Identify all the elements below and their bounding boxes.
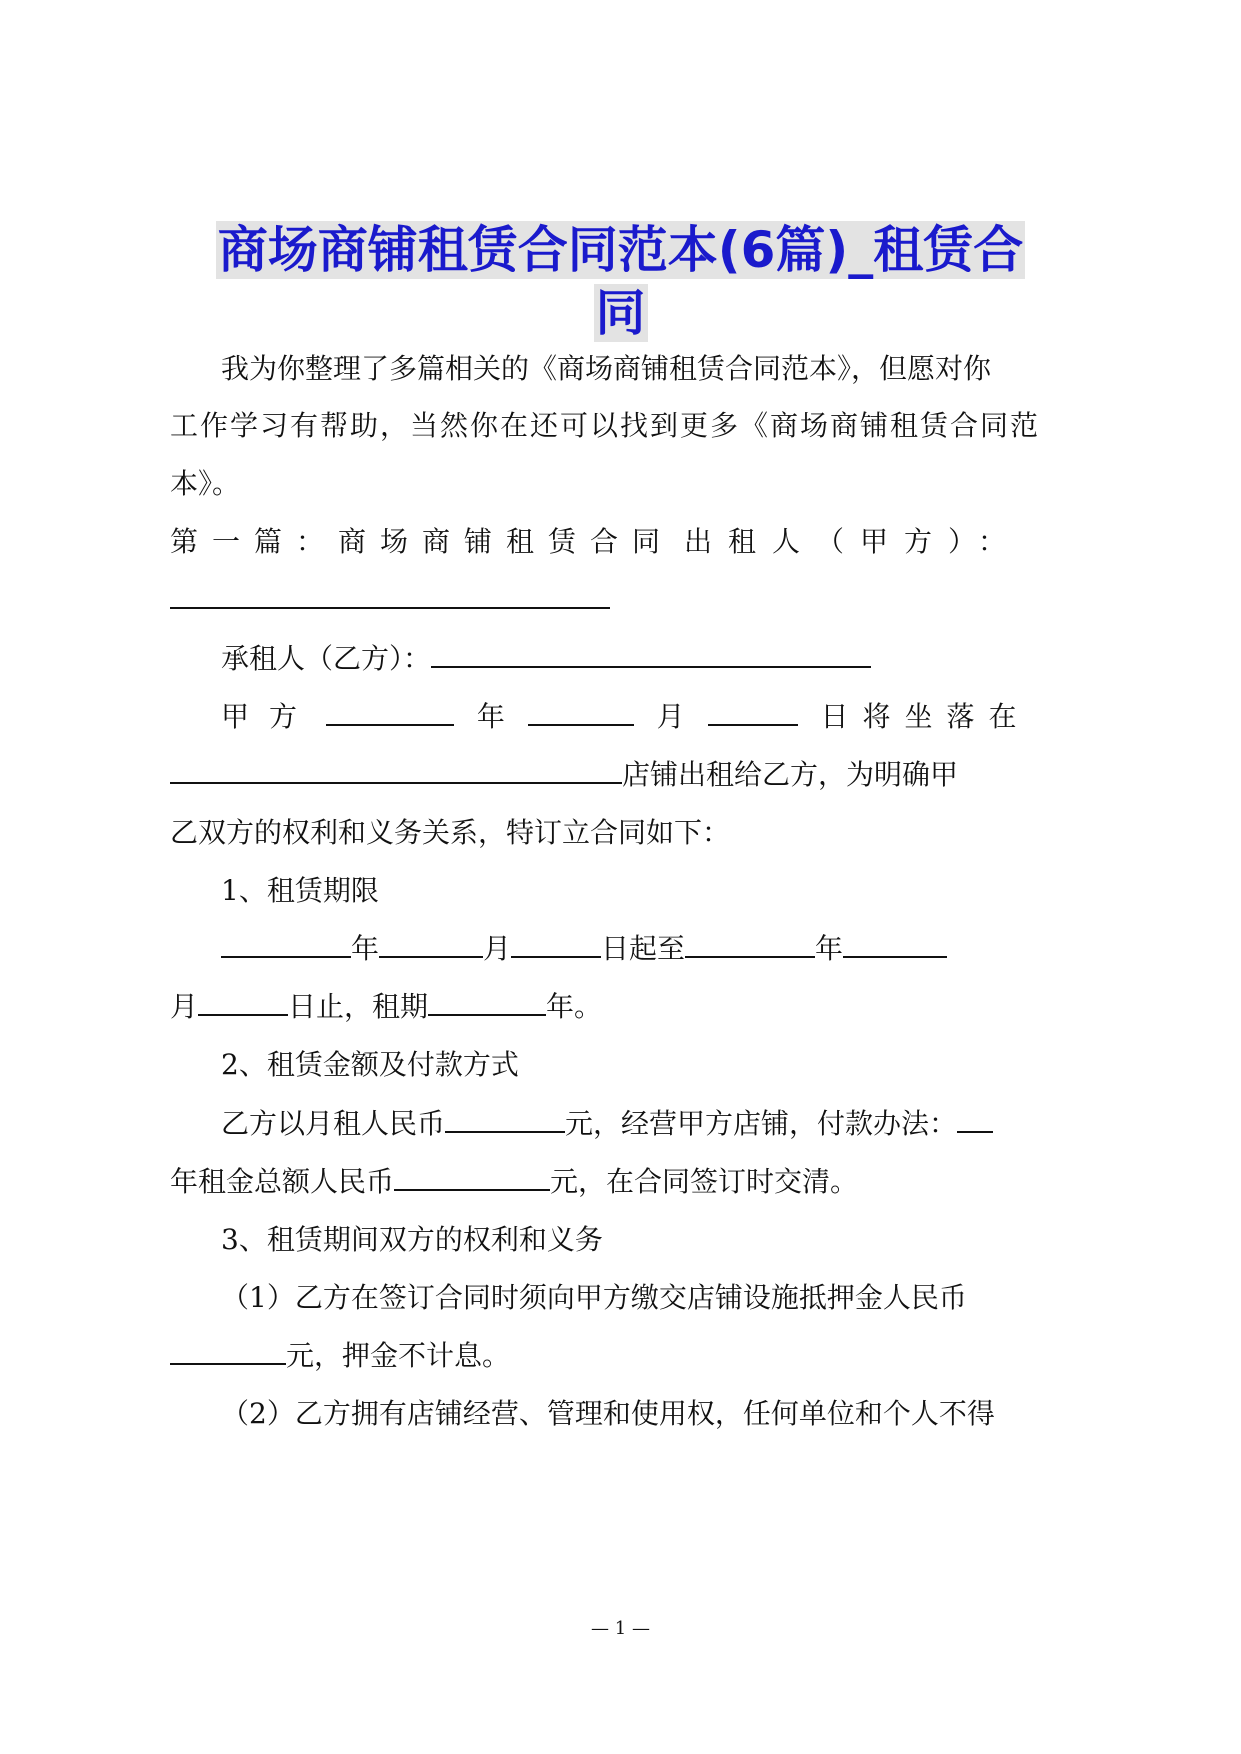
item2-heading: 2、租赁金额及付款方式 [221, 1048, 519, 1081]
intro-line-2: 工作学习有帮助，当然你在还可以找到更多《商场商铺租赁合同范 [170, 409, 1041, 442]
deposit-blank[interactable] [170, 1341, 286, 1365]
term-end-year-blank[interactable] [685, 934, 815, 958]
item3-heading: 3、租赁期间双方的权利和义务 [221, 1223, 603, 1256]
lessor-label: 出租人（甲方）： [684, 525, 1023, 558]
annual-rent-blank[interactable] [394, 1167, 550, 1191]
term-start-month-blank[interactable] [379, 934, 483, 958]
section1-heading: 第一篇：商场商铺租赁合同 [170, 525, 675, 558]
term-start-day-blank[interactable] [511, 934, 601, 958]
payment-method-blank[interactable] [957, 1109, 993, 1133]
lessor-blank[interactable] [170, 585, 610, 609]
page-number: — 1 — [591, 1618, 650, 1639]
lease-date-line: 甲方 年 月 日将坐落在 [221, 700, 1031, 733]
lessee-blank[interactable] [431, 644, 871, 668]
lease-day-blank[interactable] [708, 702, 798, 726]
document-title-line2: 同 [595, 284, 646, 342]
item1-heading: 1、租赁期限 [221, 874, 379, 907]
term-end-day-blank[interactable] [198, 992, 288, 1016]
clause2-line-1: （2）乙方拥有店铺经营、管理和使用权，任何单位和个人不得 [221, 1397, 995, 1430]
lessor-blank-line [170, 580, 610, 620]
location-blank[interactable] [170, 760, 622, 784]
intro-line-1: 我为你整理了多篇相关的《商场商铺租赁合同范本》，但愿对你 [221, 352, 992, 385]
clause1-line-1: （1）乙方在签订合同时须向甲方缴交店铺设施抵押金人民币 [221, 1281, 967, 1314]
lease-year-blank[interactable] [326, 702, 454, 726]
purpose-line: 乙双方的权利和义务关系，特订立合同如下： [170, 816, 731, 849]
intro-line-3: 本》。 [170, 467, 241, 500]
term-end-month-blank[interactable] [843, 934, 947, 958]
term-years-blank[interactable] [428, 992, 546, 1016]
term-line-1: 年 月 日起至 年 [221, 929, 947, 969]
monthly-rent-blank[interactable] [445, 1109, 565, 1133]
clause1-line-2: 元，押金不计息。 [170, 1336, 510, 1376]
location-line: 店铺出租给乙方，为明确甲 [170, 755, 958, 795]
document-title-line1: 商场商铺租赁合同范本(6篇)_租赁合 [217, 221, 1024, 279]
rent-line-2: 年租金总额人民币 元，在合同签订时交清。 [170, 1165, 859, 1198]
rent-line-1: 乙方以月租人民币 元，经营甲方店铺，付款办法： [221, 1104, 993, 1144]
lease-month-blank[interactable] [528, 702, 634, 726]
term-start-year-blank[interactable] [221, 934, 351, 958]
term-line-2: 月 日止，租期 年。 [170, 990, 603, 1023]
lessee-line: 承租人（乙方）： [221, 639, 871, 679]
